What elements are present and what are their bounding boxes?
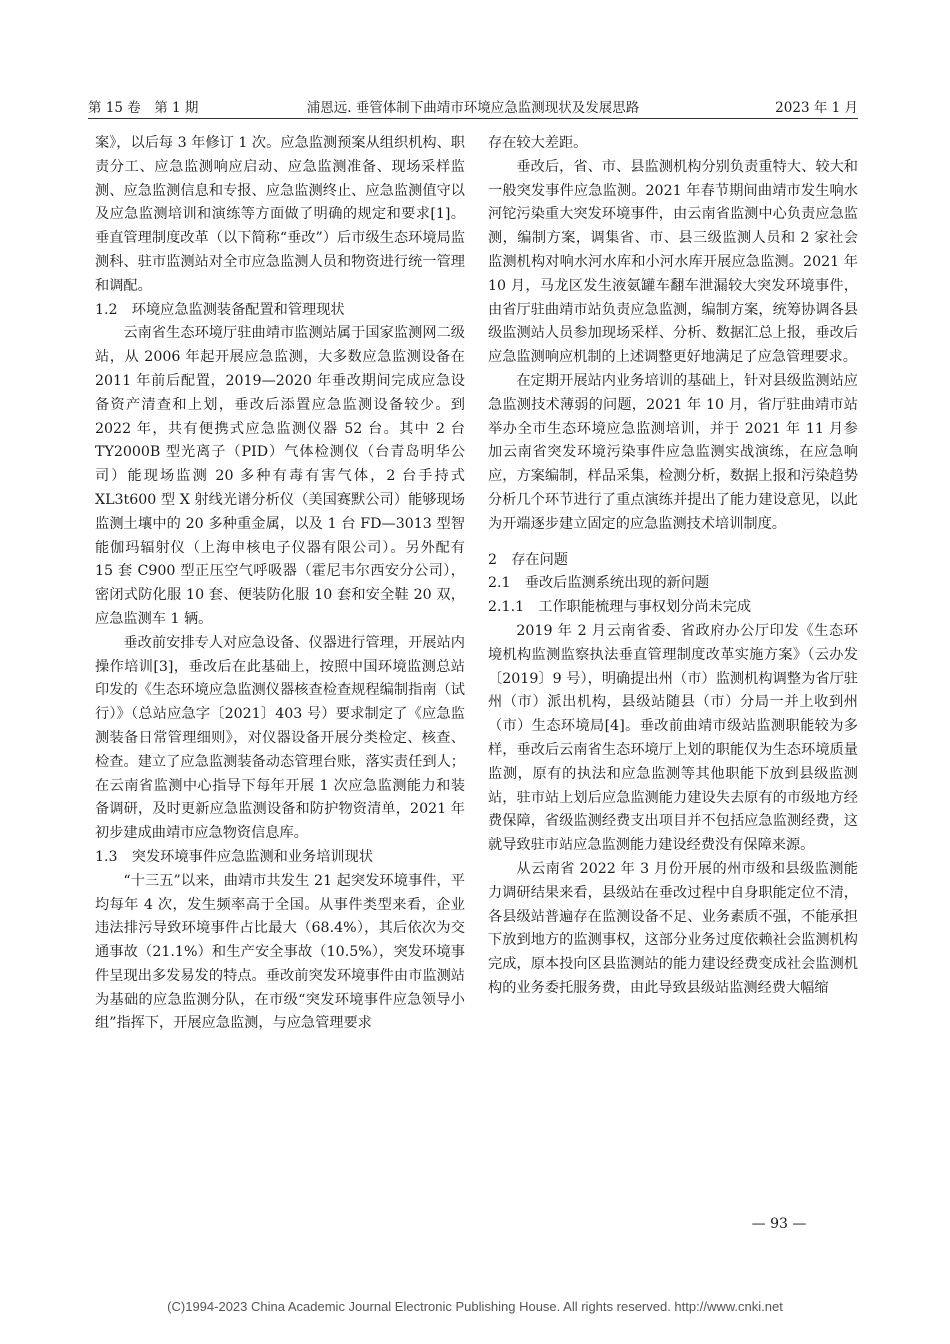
paragraph: 垂改后，省、市、县监测机构分别负责重特大、较大和一般突发事件应急监测。2021 年春节期间曲靖市发生响水河铊污染重大突发环境事件，由云南省监测中心负责应急监测，编制方案，调集省、市、县三级监测人员和 2 家社会监测机构对响水河水库和小河水库开展应急监测。2021 年 10 月，马龙区发生液氨罐车翻车泄漏较大突发环境事件，由省厅驻曲靖市站负责应急监测，编制方案，统筹协调各县级监测站人员参加现场采样、分析、数据汇总上报，垂改后应急监测响应机制的上述调整更好地满足了应急管理要求。 bbox=[488, 158, 858, 366]
paragraph: 云南省生态环境厅驻曲靖市监测站属于国家监测网二级站，从 2006 年起开展应急监测，大多数应急监测设备在 2011 年前后配置，2019—2020 年垂改期间完成应急设备资产清查和上划，垂改后添置应急监测设备较少。到 2022 年，共有便携式应急监测仪器 52 台。其中 2 台 TY2000B 型光离子（PID）气体检测仪（台青岛明华公司）能现场监测 20 多种有毒有害气体，2 台手持式 XL3t600 型 X 射线光谱分析仪（美国赛默公司）能够现场监测土壤中的 20 多种重金属，以及 1 台 FD—3013 型智能伽玛辐射仪（上海申核电子仪器有限公司）。另外配有 15 套 C900 型正压空气呼吸器（霍尼韦尔西安分公司），密闭式防化服 10 套、便装防化服 10 套和安全鞋 20 双，应急监测车 1 辆。 bbox=[95, 325, 465, 627]
paragraph: 存在较大差距。 bbox=[488, 135, 588, 151]
issue-date: 2023 年 1 月 bbox=[775, 100, 858, 116]
paragraph: 2019 年 2 月云南省委、省政府办公厅印发《生态环境机构监测监察执法垂直管理制度改革实施方案》（云办发〔2019〕9 号），明确提出州（市）监测机构调整为省厅驻州（市）派出机构，县级站随县（市）分局一并上收到州（市）生态环境局[4]。垂改前曲靖市级站监测职能较为多样，垂改后云南省生态环境厅上划的职能仅为生态环境质量监测，原有的执法和应急监测等其他职能下放到县级监测站，驻市站上划后应急监测能力建设失去原有的市级地方经费保障，省级监测经费支出项目并不包括应急监测经费，这就导致驻市站应急监测能力建设经费没有保障来源。 bbox=[488, 622, 858, 854]
article-running-title: 浦恩远. 垂管体制下曲靖市环境应急监测现状及发展思路 bbox=[306, 100, 640, 116]
paragraph: 垂改前安排专人对应急设备、仪器进行管理，开展站内操作培训[3]，垂改后在此基础上，按照中国环境监测总站印发的《生态环境应急监测仪器核查检查规程编制指南（试行）》（总站应急字〔2021〕403 号）要求制定了《应急监测装备日常管理细则》，对仪器设备开展分类检定、核查、检查。建立了应急监测装备动态管理台账，落实责任到人；在云南省监测中心指导下每年开展 1 次应急监测能力和装备调研，及时更新应急监测设备和防护物资清单，2021 年初步建成曲靖市应急物资信息库。 bbox=[95, 634, 465, 842]
section-heading-1-3: 1.3 突发环境事件应急监测和业务培训现状 bbox=[95, 848, 373, 865]
running-header bbox=[88, 96, 858, 119]
paragraph: 案》，以后每 3 年修订 1 次。应急监测预案从组织机构、职责分工、应急监测响应启动、应急监测准备、现场采样监测、应急监测信息和专报、应急监测终止、应急监测值守以及应急监测培训和演练等方面做了明确的规定和要求[1]。垂直管理制度改革（以下简称“垂改”）后市级生态环境局监测科、驻市监测站对全市应急监测人员和物资进行统一管理和调配。 bbox=[95, 135, 465, 294]
right-column bbox=[488, 132, 858, 1001]
section-heading-2-1: 2.1 垂改后监测系统出现的新问题 bbox=[488, 575, 710, 592]
left-column bbox=[95, 132, 465, 1036]
section-heading-2-1-1: 2.1.1 工作职能梳理与事权划分尚未完成 bbox=[488, 599, 752, 616]
paragraph: 在定期开展站内业务培训的基础上，针对县级监测站应急监测技术薄弱的问题，2021 年 10 月，省厅驻曲靖市站举办全市生态环境应急监测培训，并于 2021 年 11 月参加云南省突发环境污染事件应急监测实战演练，在应急响应，方案编制，样品采集，检测分析，数据上报和污染趋势分析几个环节进行了重点演练并提出了能力建设意见，以此为开端逐步建立固定的应急监测技术培训制度。 bbox=[488, 372, 858, 532]
paragraph: 从云南省 2022 年 3 月份开展的州市级和县级监测能力调研结果来看，县级站在垂改过程中自身职能定位不清，各县级站普遍存在监测设备不足、业务素质不强，不能承担下放到地方的监测事权，这部分业务过度依赖社会监测机构完成，原本投向区县监测站的能力建设经费变成社会监测机构的业务委托服务费，由此导致县级站监测经费大幅缩 bbox=[488, 860, 858, 996]
copyright-footer: (C)1994-2023 China Academic Journal Electronic Publishing House. All rights reserved. http://www.cnki.net bbox=[167, 1299, 783, 1314]
spacer bbox=[488, 537, 858, 549]
journal-volume: 第 15 卷 第 1 期 bbox=[88, 100, 199, 116]
page-number: — 93 — bbox=[751, 1216, 807, 1232]
paragraph: “十三五”以来，曲靖市共发生 21 起突发环境事件，平均每年 4 次，发生频率高于全国。从事件类型来看，企业违法排污导致环境事件占比最大（68.4%），其后依次为交通事故（21.1%）和生产安全事故（10.5%），突发环境事件呈现出多发易发的特点。垂改前突发环境事件由市监测站为基础的应急监测分队，在市级“突发环境事件应急领导小组”指挥下，开展应急监测，与应急管理要求 bbox=[95, 872, 465, 1032]
section-heading-1-2: 1.2 环境应急监测装备配置和管理现状 bbox=[95, 301, 345, 318]
section-heading-2: 2 存在问题 bbox=[488, 551, 568, 568]
